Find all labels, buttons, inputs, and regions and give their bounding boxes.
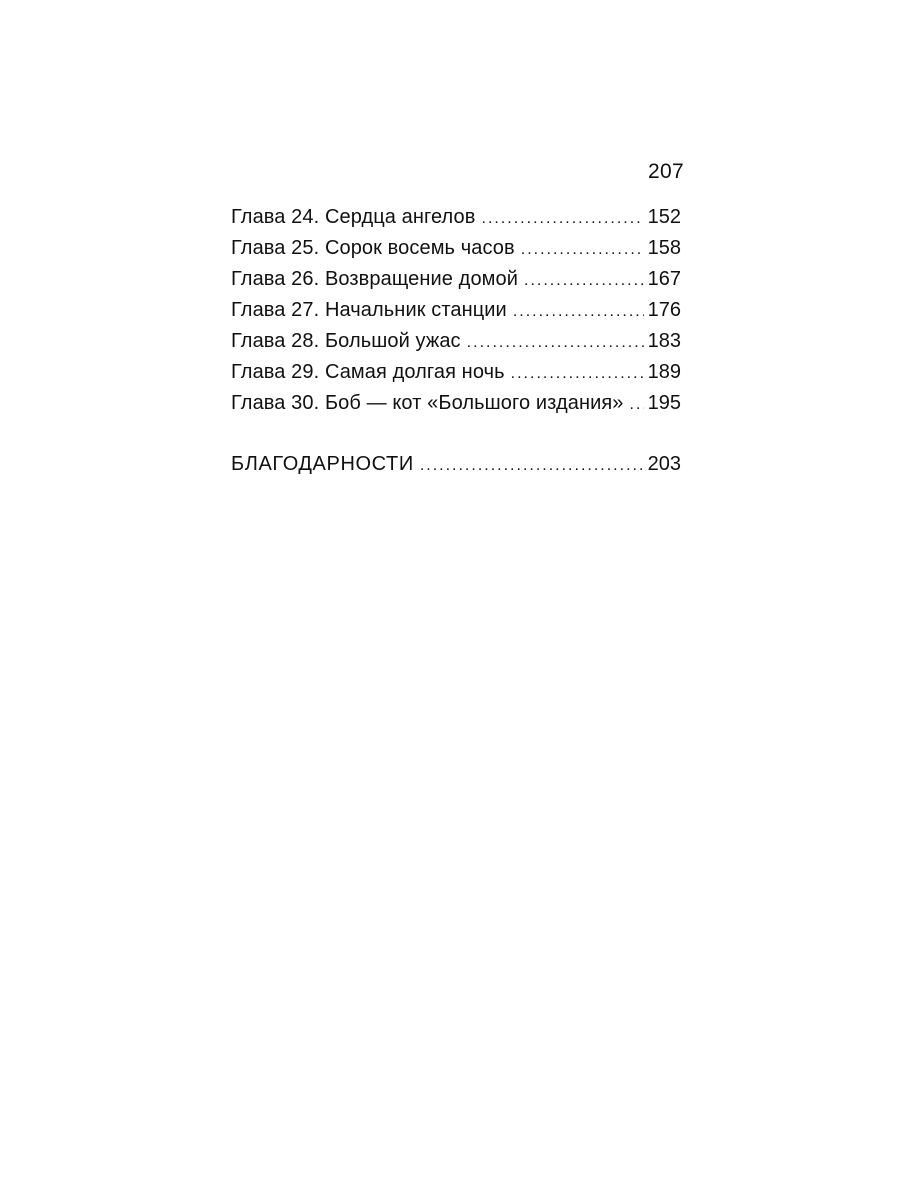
dot-leader — [482, 203, 644, 234]
toc-entry-title: Глава 25. Сорок восемь часов — [231, 237, 515, 259]
dot-leader — [420, 450, 644, 481]
dot-leader — [467, 327, 644, 358]
toc-entry-chapter-29 — [231, 357, 681, 388]
toc-entry-page: 152 — [647, 206, 681, 228]
toc-entry-page: 183 — [647, 330, 681, 352]
dot-leader — [513, 296, 644, 327]
dot-leader — [521, 234, 644, 265]
toc-entry-chapter-25 — [231, 233, 681, 264]
toc-entry-title: Глава 26. Возвращение домой — [231, 268, 519, 290]
toc-entry-title: БЛАГОДАРНОСТИ — [231, 453, 414, 475]
table-of-contents — [231, 202, 681, 419]
toc-entry-page: 167 — [647, 268, 681, 290]
toc-entry-title: Глава 29. Самая долгая ночь — [231, 361, 505, 383]
toc-back-matter — [231, 449, 681, 480]
toc-entry-page: 189 — [647, 361, 681, 383]
toc-entry-chapter-30 — [231, 388, 681, 419]
toc-entry-page: 203 — [647, 453, 681, 475]
toc-entry-chapter-27 — [231, 295, 681, 326]
dot-leader — [511, 358, 644, 389]
toc-entry-title: Глава 24. Сердца ангелов — [231, 206, 476, 228]
dot-leader — [630, 389, 644, 420]
toc-entry-chapter-24 — [231, 202, 681, 233]
toc-entry-page: 195 — [647, 392, 681, 414]
toc-entry-title: Глава 27. Начальник станции — [231, 299, 507, 321]
toc-entry-title: Глава 28. Большой ужас — [231, 330, 461, 352]
toc-entry-chapter-26 — [231, 264, 681, 295]
toc-entry-acknowledgements — [231, 449, 681, 480]
dot-leader — [524, 265, 644, 296]
toc-entry-chapter-28 — [231, 326, 681, 357]
toc-entry-page: 176 — [647, 299, 681, 321]
page-number: 207 — [648, 160, 684, 183]
toc-entry-title: Глава 30. Боб — кот «Большого издания» — [231, 392, 624, 414]
toc-entry-page: 158 — [647, 237, 681, 259]
